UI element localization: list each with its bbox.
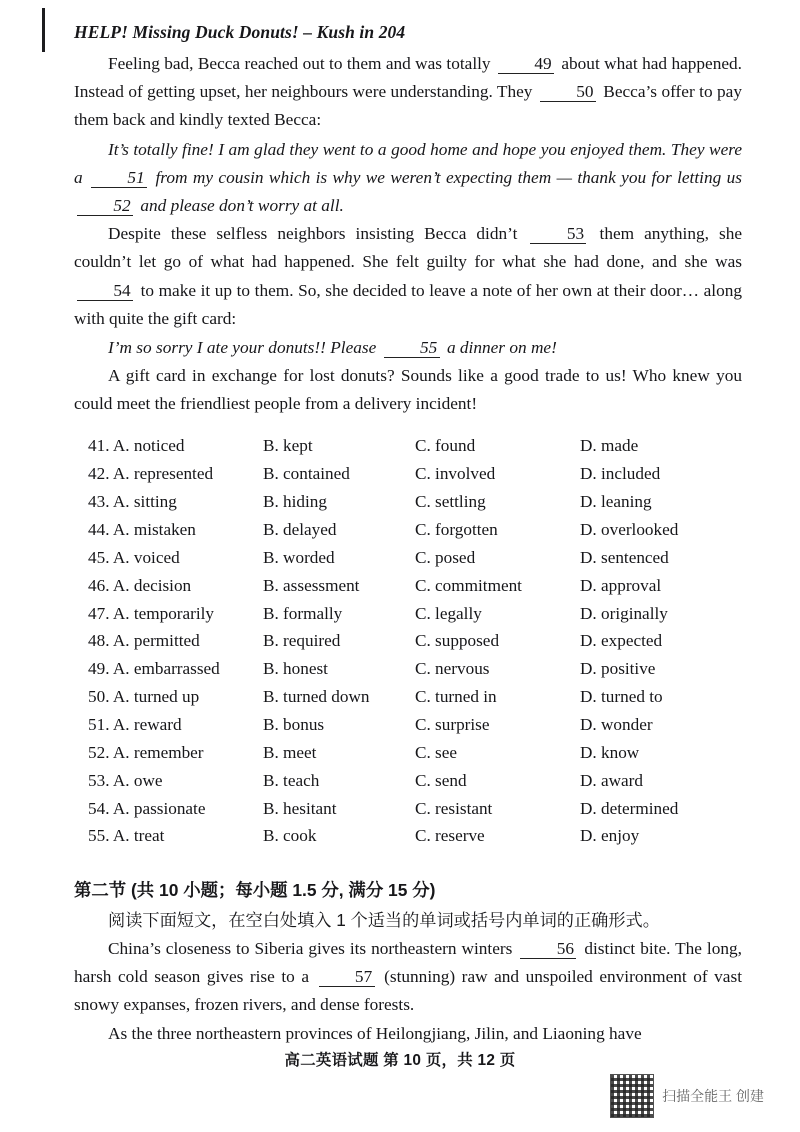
quote-block-1 [74, 136, 742, 221]
option-d[interactable]: D. positive [580, 659, 656, 679]
option-a[interactable]: 47. A. temporarily [88, 603, 215, 623]
option-a[interactable]: 54. A. passionate [88, 798, 206, 818]
option-a[interactable]: 43. A. sitting [88, 492, 177, 512]
blank-54: 54 [77, 281, 133, 301]
option-d[interactable]: D. enjoy [580, 826, 640, 846]
option-a[interactable]: 50. A. turned up [88, 687, 200, 707]
option-row [88, 572, 742, 600]
option-a[interactable]: 53. A. owe [88, 770, 163, 790]
option-d[interactable]: D. leaning [580, 492, 652, 512]
option-b[interactable]: B. teach [263, 770, 320, 790]
option-d[interactable]: D. turned to [580, 687, 663, 707]
option-d[interactable]: D. sentenced [580, 547, 669, 567]
option-a[interactable]: 49. A. embarrassed [88, 659, 220, 679]
quote-1-text-b: from my cousin which is why we weren’t expecting them — thank you for letting us [155, 167, 742, 187]
option-b[interactable]: B. bonus [263, 715, 325, 735]
option-row [88, 516, 742, 544]
option-b[interactable]: B. formally [263, 603, 343, 623]
page-footer: 高二英语试题 第 10 页，共 12 页 [284, 1052, 516, 1069]
blank-56: 56 [520, 939, 576, 959]
section-2-title: 第二节 (共 10 小题；每小题 1.5 分, 满分 15 分) [74, 880, 436, 901]
option-d[interactable]: D. wonder [580, 715, 653, 735]
option-b[interactable]: B. contained [263, 464, 350, 484]
option-d[interactable]: D. made [580, 436, 639, 456]
option-row [88, 655, 742, 683]
quote-2-text-a: I’m so sorry I ate your donuts!! Please [108, 337, 377, 357]
quote-2-text-b: a dinner on me! [446, 337, 557, 357]
passage-text-c: (stunning) raw and unspoiled environment of vast snowy expanses, frozen rivers, and dense forests. [74, 967, 742, 1015]
option-c[interactable]: C. involved [415, 464, 496, 484]
left-margin-rule [42, 8, 45, 52]
option-b[interactable]: B. delayed [263, 520, 337, 540]
paragraph-1-text-b: about what had happened. Instead of getting upset, her neighbours were understanding. They [74, 54, 742, 102]
page-content [74, 22, 742, 1050]
option-a[interactable]: 44. A. mistaken [88, 520, 196, 540]
option-d[interactable]: D. know [580, 742, 640, 762]
paragraph-3: A gift card in exchange for lost donuts? Sounds like a good trade to us! Who knew you could meet the friendliest people from a delivery incident! [74, 366, 742, 414]
option-d[interactable]: D. overlooked [580, 520, 679, 540]
option-b[interactable]: B. assessment [263, 575, 360, 595]
paragraph-1-text-c: Becca’s offer to pay them back and kindly texted Becca: [74, 82, 742, 130]
option-c[interactable]: C. resistant [415, 798, 493, 818]
paragraph-2 [74, 220, 742, 333]
option-d[interactable]: D. included [580, 464, 661, 484]
option-row [88, 739, 742, 767]
option-d[interactable]: D. originally [580, 603, 668, 623]
blank-57: 57 [319, 967, 375, 987]
option-b[interactable]: B. hiding [263, 492, 327, 512]
passage-text-b: distinct bite. The long, harsh cold season gives rise to a [74, 938, 742, 987]
option-b[interactable]: B. hesitant [263, 798, 337, 818]
option-b[interactable]: B. cook [263, 826, 317, 846]
blank-53: 53 [530, 224, 586, 244]
option-b[interactable]: B. honest [263, 659, 328, 679]
section-2-instruction: 阅读下面短文，在空白处填入 1 个适当的单词或括号内单词的正确形式。 [108, 910, 660, 931]
option-c[interactable]: C. forgotten [415, 520, 498, 540]
option-a[interactable]: 42. A. represented [88, 464, 214, 484]
option-a[interactable]: 45. A. voiced [88, 547, 180, 567]
option-a[interactable]: 41. A. noticed [88, 436, 185, 456]
quote-1-text-a: It’s totally fine! I am glad they went to a good home and hope you enjoyed them. They were a [74, 139, 742, 187]
answer-options-list [88, 432, 742, 850]
option-c[interactable]: C. send [415, 770, 467, 790]
option-c[interactable]: C. posed [415, 547, 476, 567]
option-a[interactable]: 46. A. decision [88, 575, 192, 595]
blank-51: 51 [91, 168, 147, 188]
option-a[interactable]: 51. A. reward [88, 715, 182, 735]
option-c[interactable]: C. supposed [415, 631, 500, 651]
option-d[interactable]: D. expected [580, 631, 663, 651]
option-d[interactable]: D. determined [580, 798, 679, 818]
option-b[interactable]: B. meet [263, 742, 317, 762]
option-row [88, 711, 742, 739]
option-a[interactable]: 52. A. remember [88, 742, 204, 762]
option-row [88, 683, 742, 711]
option-b[interactable]: B. kept [263, 436, 313, 456]
option-c[interactable]: C. surprise [415, 715, 490, 735]
option-b[interactable]: B. worded [263, 547, 335, 567]
option-row [88, 488, 742, 516]
quote-1-text-c: and please don’t worry at all. [140, 195, 344, 215]
option-c[interactable]: C. settling [415, 492, 486, 512]
watermark-label: 扫描全能王 创建 [662, 1088, 764, 1104]
option-row [88, 432, 742, 460]
option-c[interactable]: C. turned in [415, 687, 497, 707]
quote-block-2 [74, 334, 742, 362]
blank-55: 55 [384, 338, 440, 358]
section-2-passage-continued: As the three northeastern provinces of Heilongjiang, Jilin, and Liaoning have [108, 1024, 642, 1044]
option-c[interactable]: C. see [415, 742, 458, 762]
option-c[interactable]: C. nervous [415, 659, 490, 679]
option-b[interactable]: B. turned down [263, 687, 370, 707]
paragraph-2-text-b: them anything, she couldn’t let go of what had happened. She felt guilty for what she had done, and she was [74, 224, 743, 272]
option-row [88, 627, 742, 655]
blank-52: 52 [77, 196, 133, 216]
paragraph-2-text-a: Despite these selfless neighbors insisting Becca didn’t [108, 224, 518, 244]
paragraph-2-text-c: to make it up to them. So, she decided to leave a note of her own at their door… along with quite the gift card: [74, 280, 742, 328]
option-a[interactable]: 48. A. permitted [88, 631, 200, 651]
section-2-passage [74, 935, 742, 1020]
option-d[interactable]: D. approval [580, 575, 662, 595]
paragraph-1-text-a: Feeling bad, Becca reached out to them and was totally [108, 54, 491, 73]
blank-49: 49 [498, 54, 554, 74]
paragraph-1 [74, 50, 742, 135]
qr-code-icon [610, 1074, 654, 1118]
option-d[interactable]: D. award [580, 770, 643, 790]
option-row [88, 600, 742, 628]
option-c[interactable]: C. found [415, 436, 476, 456]
passage-text-a: China’s closeness to Siberia gives its northeastern winters [108, 938, 513, 958]
option-row [88, 544, 742, 572]
option-c[interactable]: C. commitment [415, 575, 522, 595]
scanner-watermark [610, 1074, 764, 1118]
option-b[interactable]: B. required [263, 631, 341, 651]
option-row [88, 767, 742, 795]
option-c[interactable]: C. reserve [415, 826, 485, 846]
blank-50: 50 [540, 82, 596, 102]
option-row [88, 460, 742, 488]
option-a[interactable]: 55. A. treat [88, 826, 165, 846]
option-row [88, 795, 742, 823]
option-row [88, 822, 742, 850]
option-c[interactable]: C. legally [415, 603, 482, 623]
passage-heading: HELP! Missing Duck Donuts! – Kush in 204 [74, 22, 406, 42]
